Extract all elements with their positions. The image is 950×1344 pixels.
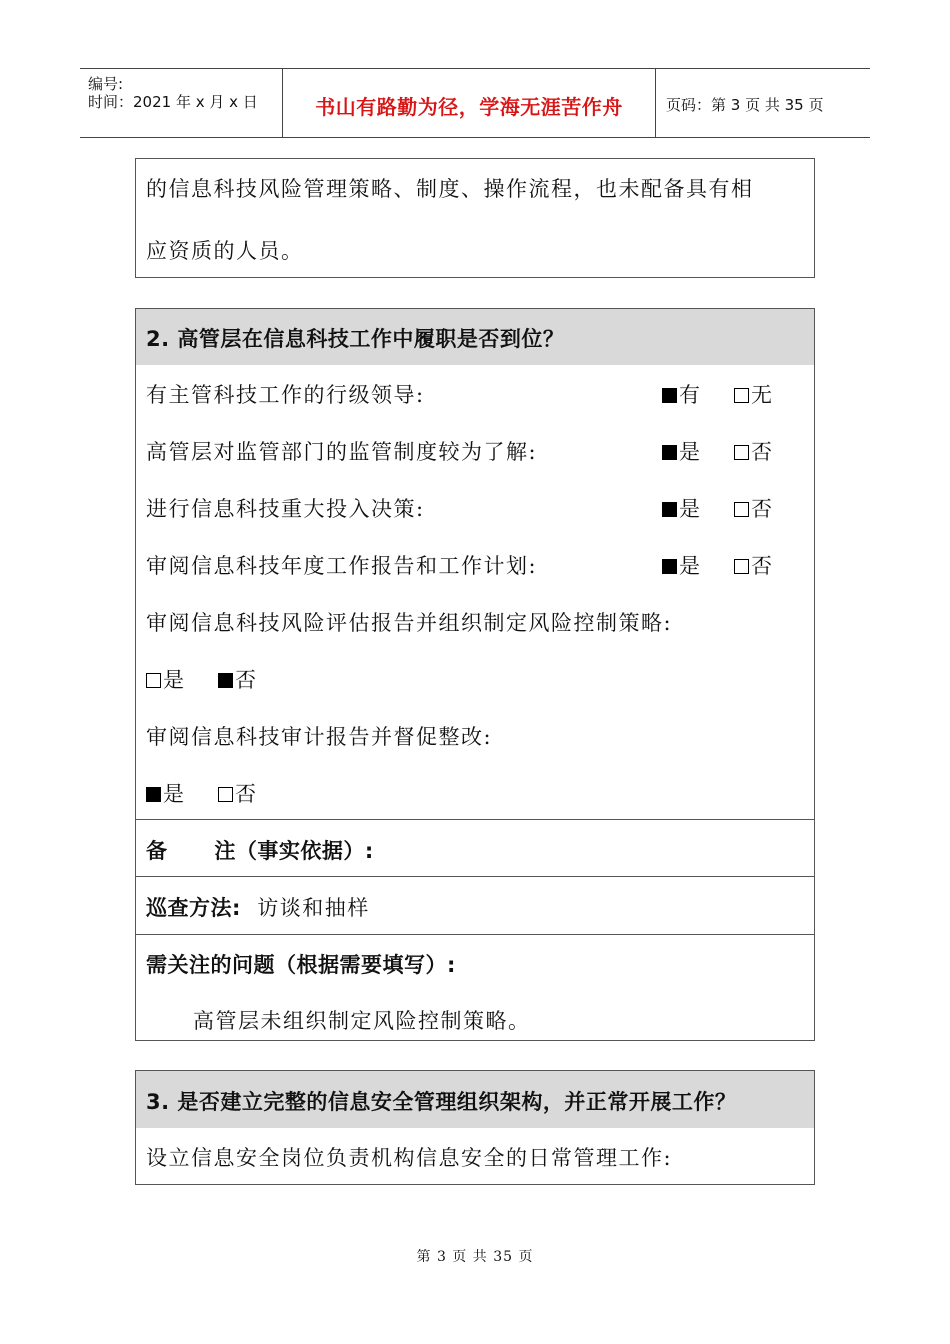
option-no[interactable]: 无 bbox=[734, 379, 772, 409]
checked-box-icon bbox=[662, 388, 677, 403]
section-3-line-1: 设立信息安全岗位负责机构信息安全的日常管理工作: bbox=[146, 1146, 673, 1170]
continuation-box bbox=[135, 158, 815, 278]
unchecked-box-icon bbox=[734, 445, 749, 460]
issues-value: 高管层未组织制定风险控制策略。 bbox=[193, 1009, 531, 1033]
method-line bbox=[146, 892, 370, 922]
time-label: 时间：2021 年 x 月 x 日 bbox=[88, 93, 258, 111]
section-3-title-row bbox=[136, 1071, 814, 1128]
checked-box-icon bbox=[662, 559, 677, 574]
unchecked-box-icon bbox=[734, 388, 749, 403]
option-no[interactable]: 否 bbox=[734, 493, 772, 523]
page-header bbox=[80, 68, 870, 138]
method-label: 巡查方法: bbox=[146, 896, 241, 920]
item-label: 审阅信息科技年度工作报告和工作计划: bbox=[146, 554, 538, 578]
header-meta-cell bbox=[80, 69, 282, 137]
option-no[interactable]: 否 bbox=[734, 550, 772, 580]
checked-box-icon bbox=[662, 502, 677, 517]
section-3-box bbox=[135, 1070, 815, 1185]
option-yes-checked[interactable]: 是 bbox=[146, 778, 184, 808]
option-no-checked[interactable]: 否 bbox=[218, 664, 256, 694]
checked-box-icon bbox=[146, 787, 161, 802]
page-footer: 第 3 页 共 35 页 bbox=[416, 1249, 534, 1265]
option-no[interactable]: 否 bbox=[218, 778, 256, 808]
section-2-box bbox=[135, 308, 815, 1041]
unchecked-box-icon bbox=[734, 559, 749, 574]
unchecked-box-icon bbox=[218, 787, 233, 802]
section-2-title-row bbox=[136, 309, 814, 365]
issues-row bbox=[136, 934, 814, 1041]
item-label: 审阅信息科技审计报告并督促整改: bbox=[146, 725, 493, 749]
section-2-items bbox=[136, 365, 814, 819]
option-yes[interactable]: 是 bbox=[146, 664, 184, 694]
item-label: 高管层对监管部门的监管制度较为了解: bbox=[146, 440, 538, 464]
header-page-cell bbox=[656, 69, 870, 137]
option-yes-checked[interactable]: 有 bbox=[662, 379, 700, 409]
motto-text: 书山有路勤为径，学海无涯苦作舟 bbox=[315, 95, 623, 119]
item-label: 审阅信息科技风险评估报告并组织制定风险控制策略: bbox=[146, 611, 673, 635]
item-label: 进行信息科技重大投入决策: bbox=[146, 497, 425, 521]
method-row bbox=[136, 876, 814, 934]
page-info: 页码：第 3 页 共 35 页 bbox=[666, 96, 824, 114]
issues-label: 需关注的问题（根据需要填写）: bbox=[146, 953, 456, 977]
unchecked-box-icon bbox=[734, 502, 749, 517]
option-yes-checked[interactable]: 是 bbox=[662, 493, 700, 523]
continuation-line-2: 应资质的人员。 bbox=[146, 239, 304, 263]
header-motto-cell bbox=[282, 69, 656, 137]
section-2-title: 2. 高管层在信息科技工作中履职是否到位？ bbox=[146, 327, 565, 351]
option-yes-checked[interactable]: 是 bbox=[662, 436, 700, 466]
unchecked-box-icon bbox=[146, 673, 161, 688]
number-label: 编号: bbox=[88, 75, 124, 93]
checked-box-icon bbox=[662, 445, 677, 460]
option-yes-checked[interactable]: 是 bbox=[662, 550, 700, 580]
continuation-line-1: 的信息科技风险管理策略、制度、操作流程，也未配备具有相 bbox=[146, 177, 754, 201]
remarks-row bbox=[136, 819, 814, 876]
item-label: 有主管科技工作的行级领导: bbox=[146, 383, 425, 407]
section-3-title: 3. 是否建立完整的信息安全管理组织架构，并正常开展工作？ bbox=[146, 1090, 737, 1114]
remarks-label: 备 注（事实依据）: bbox=[146, 839, 374, 863]
checked-box-icon bbox=[218, 673, 233, 688]
option-no[interactable]: 否 bbox=[734, 436, 772, 466]
method-value: 访谈和抽样 bbox=[257, 896, 370, 920]
